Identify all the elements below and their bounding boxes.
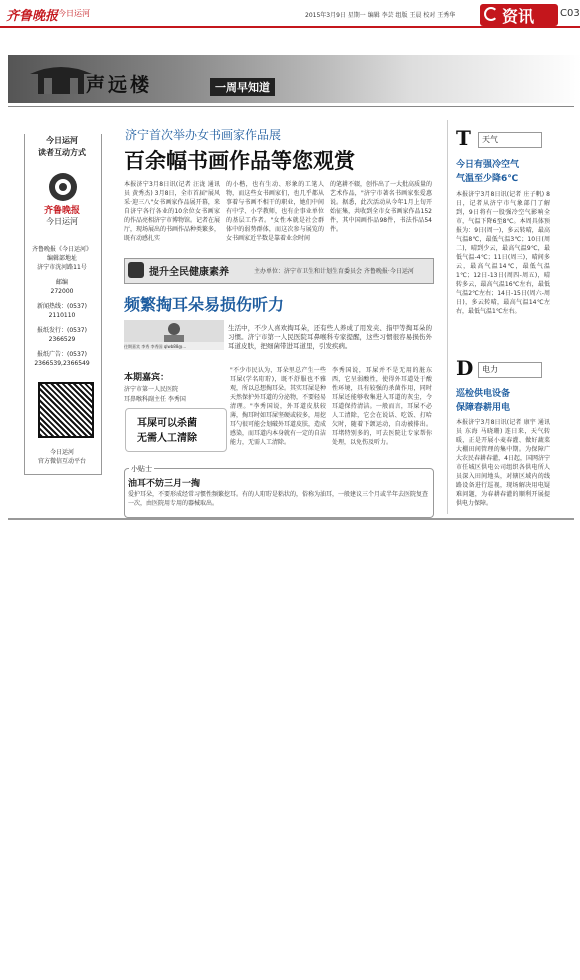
wechat-qr-code bbox=[38, 382, 94, 438]
guest-hospital: 济宁市第一人民医院 bbox=[124, 386, 179, 393]
tips-heading: 油耳不妨三月一掏 bbox=[128, 479, 201, 489]
article2-title: 频繁掏耳朵易损伤听力 bbox=[124, 295, 285, 314]
article2-photo-caption: 往期嘉宾 李秀 李秀国 qlwb88@... bbox=[124, 344, 187, 349]
tips-text: 爱护耳朵，不要形成经常习惯性频繁挖耳。有的人耵聍是粘状的，俗称为油耳，一般建议三个月或半年去医院复查一次，由医院用专用的器械取出。 bbox=[128, 491, 428, 507]
guest-title: 本期嘉宾： bbox=[124, 373, 170, 383]
sidebar-address: 济宁市洸河路11号 bbox=[37, 264, 87, 271]
sidebar-qr-caption2: 官方微信互动平台 bbox=[37, 458, 86, 465]
article2-lead: 生活中，不少人喜欢掏耳朵，还有些人养成了用发夹、指甲等掏耳朵的习惯。济宁市第一人民医院耳鼻喉科专家提醒，这些习惯很容易损伤外耳道皮肤，把细菌带进耳道里，引发疾病。 bbox=[228, 324, 432, 350]
sidebar-news-phone: 2110110 bbox=[48, 312, 76, 319]
newspaper-logo-icon bbox=[48, 172, 78, 202]
promo-organizer: 主办单位：济宁市卫生和计划生育委员会 齐鲁晚报·今日运河 bbox=[254, 268, 414, 275]
health-emblem-icon bbox=[128, 262, 144, 278]
power-head-2: 保障春耕用电 bbox=[456, 403, 511, 413]
tip-line-1: 耳屎可以杀菌 bbox=[137, 418, 197, 429]
sidebar-dist-phone: 2366529 bbox=[48, 336, 76, 343]
sidebar-qr-caption1: 今日运河 bbox=[49, 449, 74, 456]
article1-col1: 本报济宁3月8日讯(记者 汪泷 通讯员 黄秀杰) 3月8日，全市首届"展风采·迎三八"女书画家作品展开幕，来自济宁各行各业的10余位女书画家的作品亮相济宁市博物馆。记者在展厅，现场展出的书画作品种类繁多，既有动感扎实 bbox=[124, 181, 220, 242]
tip-line-2: 无需人工清除 bbox=[137, 433, 197, 444]
sidebar-logo-sub: 今日运河 bbox=[46, 217, 78, 226]
header-divider bbox=[0, 26, 580, 28]
newspaper-brand: 齐鲁晚报 bbox=[6, 9, 59, 24]
pavilion-icon bbox=[28, 60, 94, 96]
promo-title: 提升全民健康素养 bbox=[149, 267, 229, 278]
issue-line: 2015年3月9日 星期一 编辑 李芸 组版 王晨 校对 王秀华 bbox=[305, 12, 456, 19]
section-label: 资讯 bbox=[502, 7, 535, 26]
weather-head-2: 气温至少降6℃ bbox=[456, 174, 519, 184]
sidebar-zip: 272000 bbox=[50, 288, 74, 295]
banner-rule bbox=[8, 106, 574, 107]
newspaper-brand-sub: 今日运河 bbox=[58, 9, 90, 18]
weather-tag: 天气 bbox=[482, 135, 498, 144]
tips-label: 小贴士 bbox=[131, 465, 152, 473]
weather-head-1: 今日有强冷空气 bbox=[456, 160, 520, 170]
banner-subtitle: 一周早知道 bbox=[210, 78, 275, 96]
sidebar-title: 今日运河 bbox=[46, 136, 78, 145]
weather-text: 本报济宁3月8日讯(记者 庄子帆) 8日，记者从济宁市气象部门了解到，9日将有一股强冷空气影响全市，气温下降6至8℃。本周具体预报为：9日(周一)，多云转晴，最高气温8℃，最低气温3℃；10日(周二)，晴到少云，最高气温9℃，最低气温-4℃；11日(周三)，晴间多云，最高气温14℃，最低气温1℃；12日-13日(周四-周五)，晴转多云，最高气温16℃左右，最低气温2℃左右；14日-15日(周六-周日)，多云转晴，最高气温14℃左右，最低气温1℃左右。 bbox=[456, 191, 550, 315]
power-head-1: 巡检供电设备 bbox=[456, 389, 511, 399]
sidebar-news-label: 新闻热线：(0537) bbox=[37, 303, 87, 310]
power-text: 本报济宁3月8日讯(记者 康宇 通讯员 东海 马晓珊) 连日来，天气转暖，正是开展小麦春灌、做好蔬菜大棚田间管理的集中期。为保障广大农民春耕春灌，4日起，国网济宁市任城区供电公司组织各供电所人员深入田间地头，对辖区域内的线路设备进行巡视，现场解决用电疑难问题，为春耕春灌的顺利开展提供电力保障。 bbox=[456, 419, 550, 507]
sidebar-ad-phone: 2366539,2366549 bbox=[34, 360, 90, 367]
sidebar-ad-label: 报纸广告：(0537) bbox=[37, 351, 87, 358]
article1-col2: 的小楷，也有生动、形象的工笔人物，而这些女书画家们，也几乎都从事着与书画不相干的职业，她们中间有中学、小学教师，也有企事业单位的基层工作者。"女性本就是社会群体中的弱势群体，而这次参与展览的女书画家近半数是靠着业余时间 bbox=[226, 181, 324, 242]
article1-kicker: 济宁首次举办女书画家作品展 bbox=[125, 128, 282, 142]
sidebar-subtitle: 读者互动方式 bbox=[38, 148, 86, 157]
article2-col-c: 李秀国说，耳屎并不是无用的脏东西，它呈弱酸性，使得外耳道处于酸性环境，具有较强的杀菌作用，同时耳屎还能够收集进入耳道的灰尘，令耳道保持清洁。一般而言，耳屎不必人工清除，它会在说话、吃饭、打哈欠时，随着下颌运动，自动被排出。耳堵特别多的，可去医院让专家帮你处理，以免伤及听力。 bbox=[332, 367, 432, 446]
sidebar-address-label: 齐鲁晚报《今日运河》 bbox=[31, 246, 92, 253]
power-tag: 电力 bbox=[482, 365, 498, 374]
weather-letter: T bbox=[456, 126, 471, 150]
sidebar-logo-text: 齐鲁晚报 bbox=[43, 206, 80, 216]
guest-name: 耳鼻喉科副主任 李秀国 bbox=[124, 396, 186, 403]
sidebar-dist-label: 报纸发行：(0537) bbox=[37, 327, 87, 334]
article1-col3: 的笔耕不辍，创作出了一大批高质量的艺术作品，"济宁市著名书画家张爱惠说。据悉，此次活动从今年1月上旬开始征集，共收到全市女书画家作品152件，其中国画作品98件，书法作品54件。 bbox=[330, 181, 432, 233]
power-letter: D bbox=[456, 356, 474, 380]
banner-title: 声远楼 bbox=[86, 74, 153, 96]
page-number: C03 bbox=[560, 8, 580, 19]
sidebar-zip-label: 邮编 bbox=[55, 279, 68, 286]
section-logo-icon bbox=[484, 7, 498, 21]
right-column-rule bbox=[447, 120, 448, 514]
article2-col-b: "不少市民认为，耳朵里总产生一些耳屎(学名耵聍)，既不舒服也不雅观，所以总想掏耳朵。其实耳屎是种天然保护外耳道的分泌物，不要轻易清理。"李秀国说，外耳道皮肤较薄，掏耳时如耳屎坚硬或较多，用挖耳勺很可能会划破外耳道皮肤，造成感染，而耳道内本身就有一定的自洁能力，无需人工清除。 bbox=[230, 367, 326, 446]
sidebar-address-label2: 编辑部地址 bbox=[46, 255, 77, 262]
bottom-rule bbox=[8, 518, 574, 520]
article1-title: 百余幅书画作品等您观赏 bbox=[124, 148, 355, 173]
